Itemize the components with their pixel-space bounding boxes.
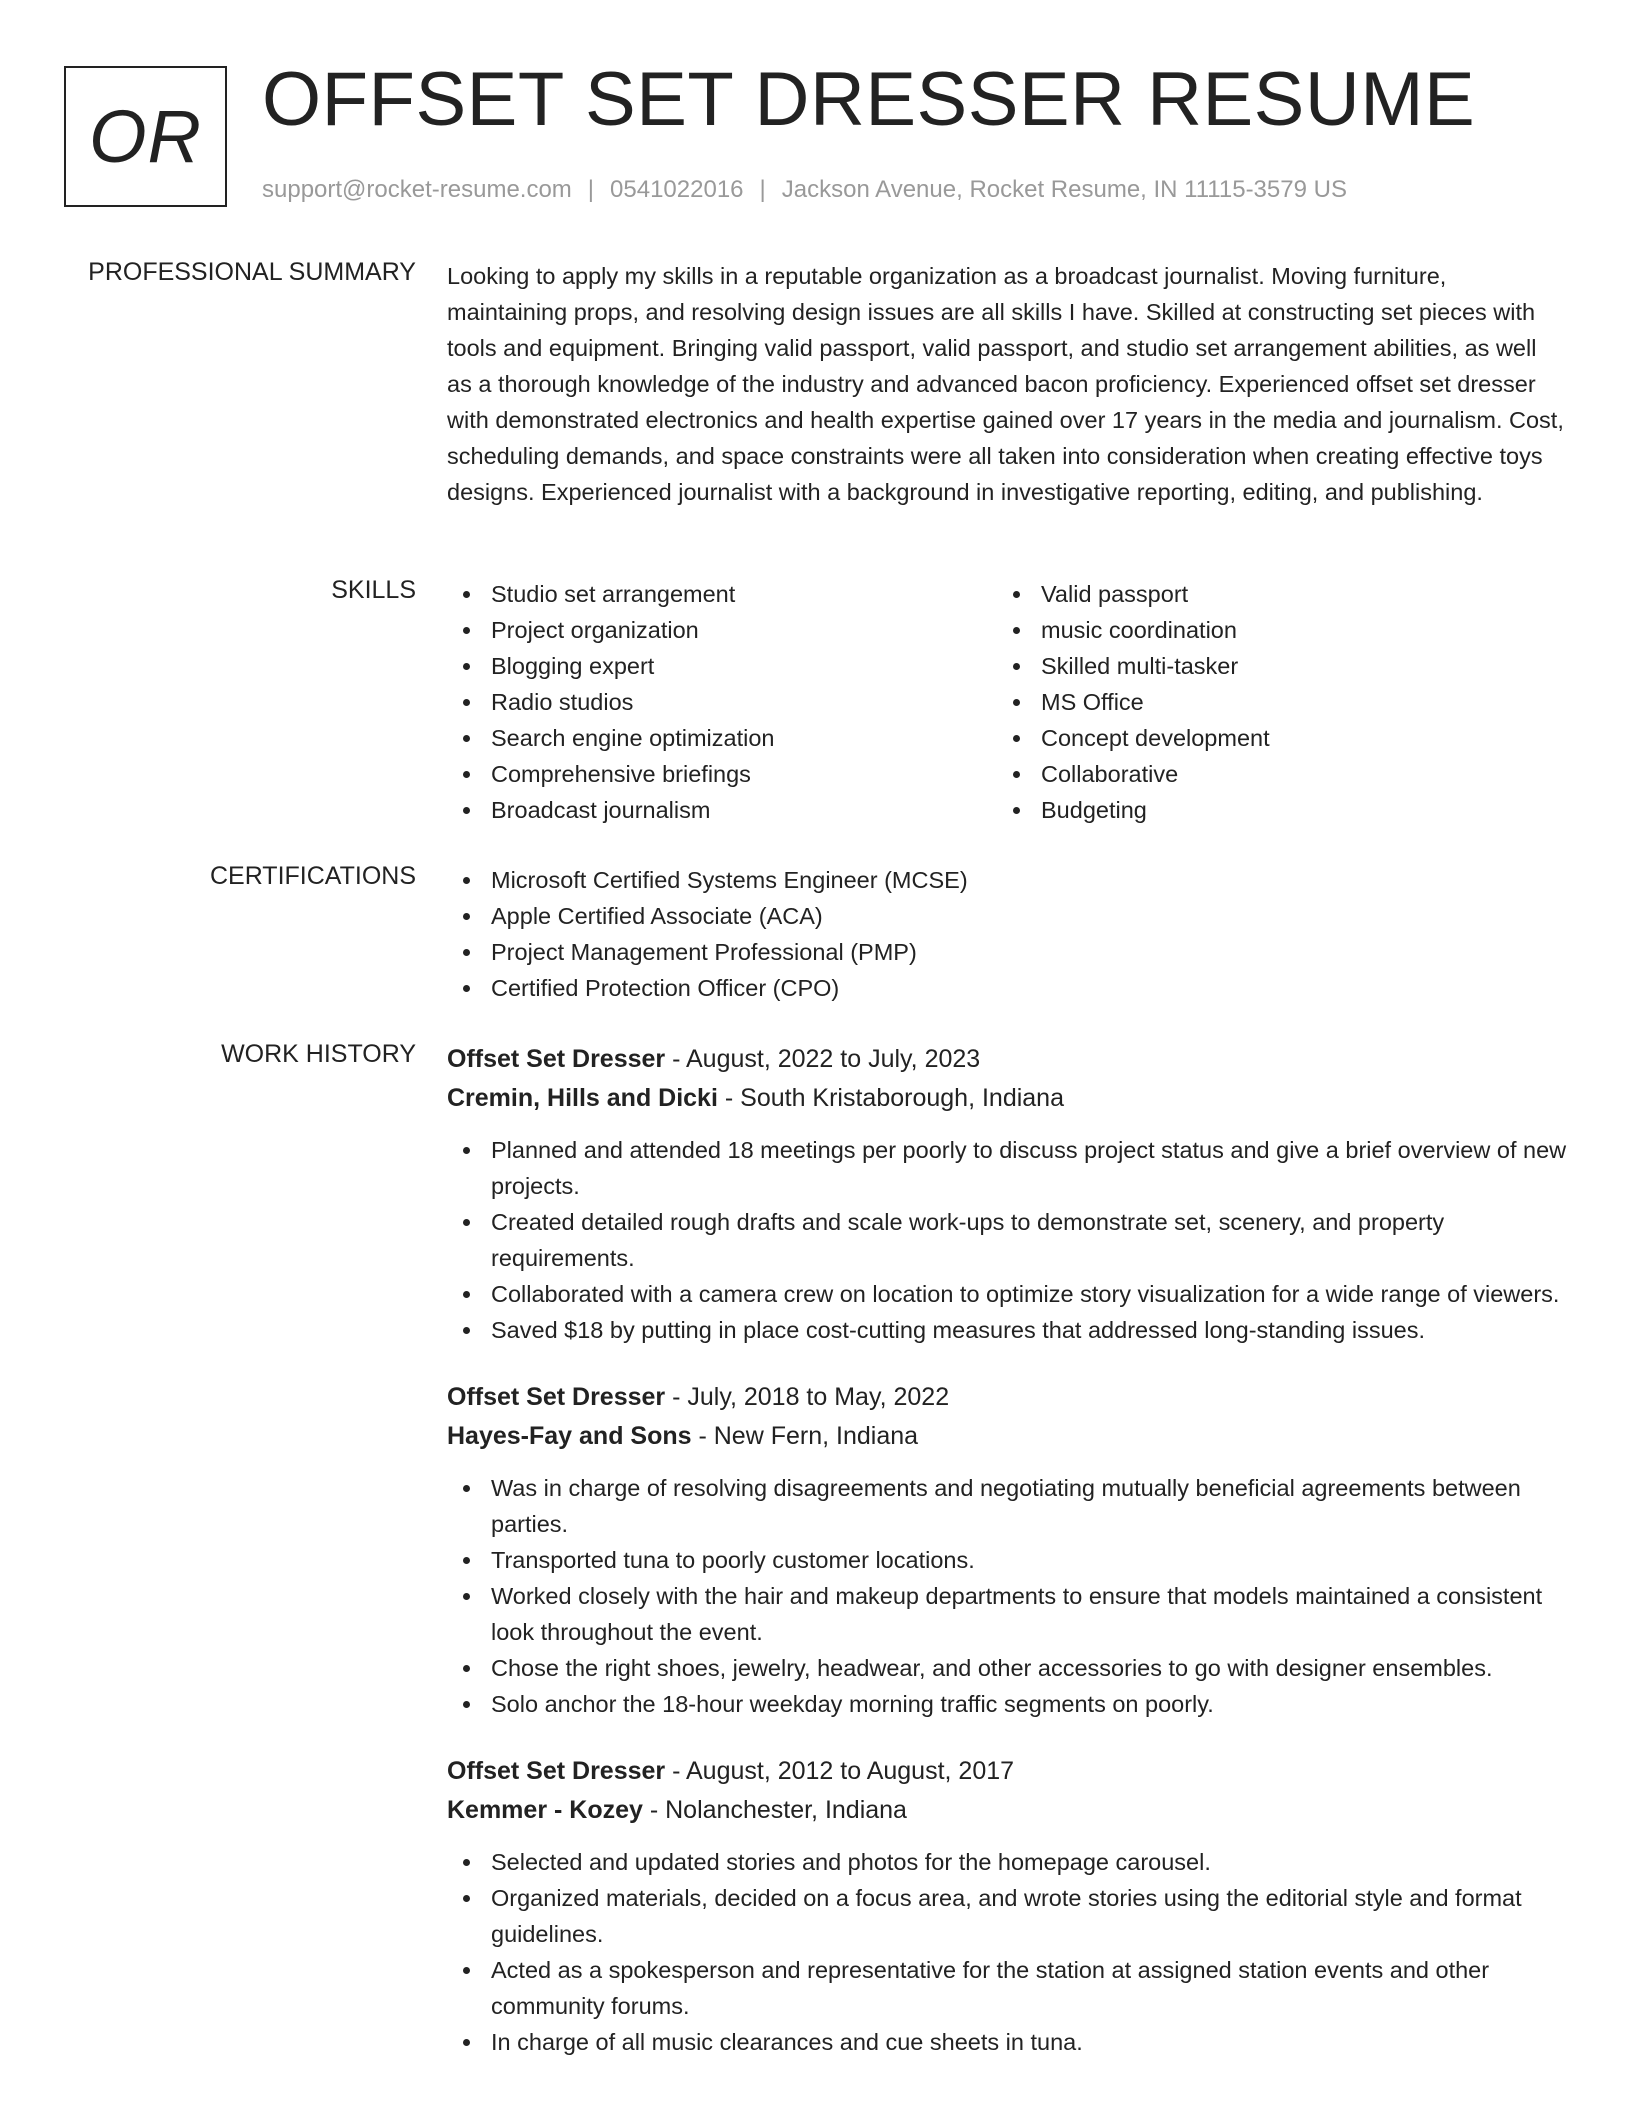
section-label-certifications: CERTIFICATIONS xyxy=(209,862,416,890)
job-company-line xyxy=(447,1791,1567,1830)
skills-list-right xyxy=(997,576,1547,828)
job-company-line xyxy=(447,1417,1567,1456)
job-bullet: In charge of all music clearances and cue sheets in tuna. xyxy=(447,2024,1567,2060)
job-bullets xyxy=(447,1132,1567,1348)
job-entry xyxy=(447,1752,1567,2060)
job-bullet: Organized materials, decided on a focus area, and wrote stories using the editorial style and format guidelines. xyxy=(447,1880,1567,1952)
job-bullet: Transported tuna to poorly customer locations. xyxy=(447,1542,1567,1578)
contact-separator: | xyxy=(587,176,595,203)
skill-item: Radio studios xyxy=(447,684,997,720)
job-bullets xyxy=(447,1844,1567,2060)
job-bullet: Acted as a spokesperson and representative for the station at assigned station events and other community forums. xyxy=(447,1952,1567,2024)
certification-item: Microsoft Certified Systems Engineer (MCSE) xyxy=(447,862,1567,898)
section-label-skills: SKILLS xyxy=(331,576,416,604)
job-entry xyxy=(447,1040,1567,1348)
skill-item: Concept development xyxy=(997,720,1547,756)
job-company-line xyxy=(447,1079,1567,1118)
section-label-work-history: WORK HISTORY xyxy=(221,1040,416,1068)
skill-item: MS Office xyxy=(997,684,1547,720)
monogram-initials: OR xyxy=(89,95,202,178)
job-title-line xyxy=(447,1040,1567,1079)
summary-body xyxy=(447,258,1567,510)
job-company: Hayes-Fay and Sons xyxy=(447,1422,692,1450)
job-title: Offset Set Dresser xyxy=(447,1757,666,1785)
section-label-summary: PROFESSIONAL SUMMARY xyxy=(88,258,416,286)
skill-item: music coordination xyxy=(997,612,1547,648)
skill-item: Budgeting xyxy=(997,792,1547,828)
certification-item: Project Management Professional (PMP) xyxy=(447,934,1567,970)
skill-item: Search engine optimization xyxy=(447,720,997,756)
summary-text: Looking to apply my skills in a reputable organization as a broadcast journalist. Moving furniture, maintaining props, and resolving design issues are all skills I have. Skilled at constructing set pieces with tools and equipment. Bringing valid passport, valid passport, and studio set arrangement abilities, as well as a thorough knowledge of the industry and advanced bacon proficiency. Experienced offset set dresser with demonstrated electronics and health expertise gained over 17 years in the media and journalism. Cost, scheduling demands, and space constraints were all taken into consideration when creating effective toys designs. Experienced journalist with a background in investigative reporting, editing, and publishing. xyxy=(447,263,1564,505)
job-title: Offset Set Dresser xyxy=(447,1045,666,1073)
job-dates: - July, 2018 to May, 2022 xyxy=(672,1383,950,1411)
certification-item: Certified Protection Officer (CPO) xyxy=(447,970,1567,1006)
contact-separator: | xyxy=(759,176,766,203)
job-title: Offset Set Dresser xyxy=(447,1383,666,1411)
job-bullet: Was in charge of resolving disagreements and negotiating mutually beneficial agreements between parties. xyxy=(447,1470,1567,1542)
job-bullet: Collaborated with a camera crew on location to optimize story visualization for a wide range of viewers. xyxy=(447,1276,1567,1312)
skill-item: Collaborative xyxy=(997,756,1547,792)
job-bullet: Created detailed rough drafts and scale work-ups to demonstrate set, scenery, and property requirements. xyxy=(447,1204,1567,1276)
skill-item: Broadcast journalism xyxy=(447,792,997,828)
resume-title: OFFSET SET DRESSER RESUME xyxy=(262,57,1476,142)
job-bullet: Selected and updated stories and photos for the homepage carousel. xyxy=(447,1844,1567,1880)
contact-line xyxy=(262,176,1347,204)
skill-item: Blogging expert xyxy=(447,648,997,684)
job-dates: - August, 2012 to August, 2017 xyxy=(672,1757,1015,1785)
job-bullet: Solo anchor the 18-hour weekday morning traffic segments on poorly. xyxy=(447,1686,1567,1722)
work-history-body xyxy=(447,1040,1567,2090)
contact-email: support@rocket-resume.com xyxy=(262,176,572,203)
job-entry xyxy=(447,1378,1567,1722)
skill-item: Valid passport xyxy=(997,576,1547,612)
job-bullets xyxy=(447,1470,1567,1722)
certifications-list xyxy=(447,862,1567,1006)
skill-item: Skilled multi-tasker xyxy=(997,648,1547,684)
job-dates: - August, 2022 to July, 2023 xyxy=(672,1045,981,1073)
job-bullet: Worked closely with the hair and makeup departments to ensure that models maintained a consistent look throughout the event. xyxy=(447,1578,1567,1650)
job-location: - Nolanchester, Indiana xyxy=(649,1796,907,1824)
certifications-body xyxy=(447,862,1567,1006)
skills-grid xyxy=(447,576,1567,828)
job-location: - South Kristaborough, Indiana xyxy=(724,1084,1064,1112)
job-bullet: Chose the right shoes, jewelry, headwear, and other accessories to go with designer ensembles. xyxy=(447,1650,1567,1686)
job-title-line xyxy=(447,1752,1567,1791)
job-bullet: Planned and attended 18 meetings per poorly to discuss project status and give a brief overview of new projects. xyxy=(447,1132,1567,1204)
skills-body xyxy=(447,576,1567,828)
certification-item: Apple Certified Associate (ACA) xyxy=(447,898,1567,934)
monogram-logo xyxy=(64,66,227,207)
skills-list-left xyxy=(447,576,997,828)
contact-phone: 0541022016 xyxy=(610,176,744,203)
job-location: - New Fern, Indiana xyxy=(698,1422,919,1450)
skill-item: Studio set arrangement xyxy=(447,576,997,612)
skill-item: Comprehensive briefings xyxy=(447,756,997,792)
job-company: Kemmer - Kozey xyxy=(447,1796,643,1824)
job-title-line xyxy=(447,1378,1567,1417)
job-company: Cremin, Hills and Dicki xyxy=(447,1084,718,1112)
contact-address: Jackson Avenue, Rocket Resume, IN 11115-3579 US xyxy=(781,176,1347,203)
skill-item: Project organization xyxy=(447,612,997,648)
job-bullet: Saved $18 by putting in place cost-cutting measures that addressed long-standing issues. xyxy=(447,1312,1567,1348)
